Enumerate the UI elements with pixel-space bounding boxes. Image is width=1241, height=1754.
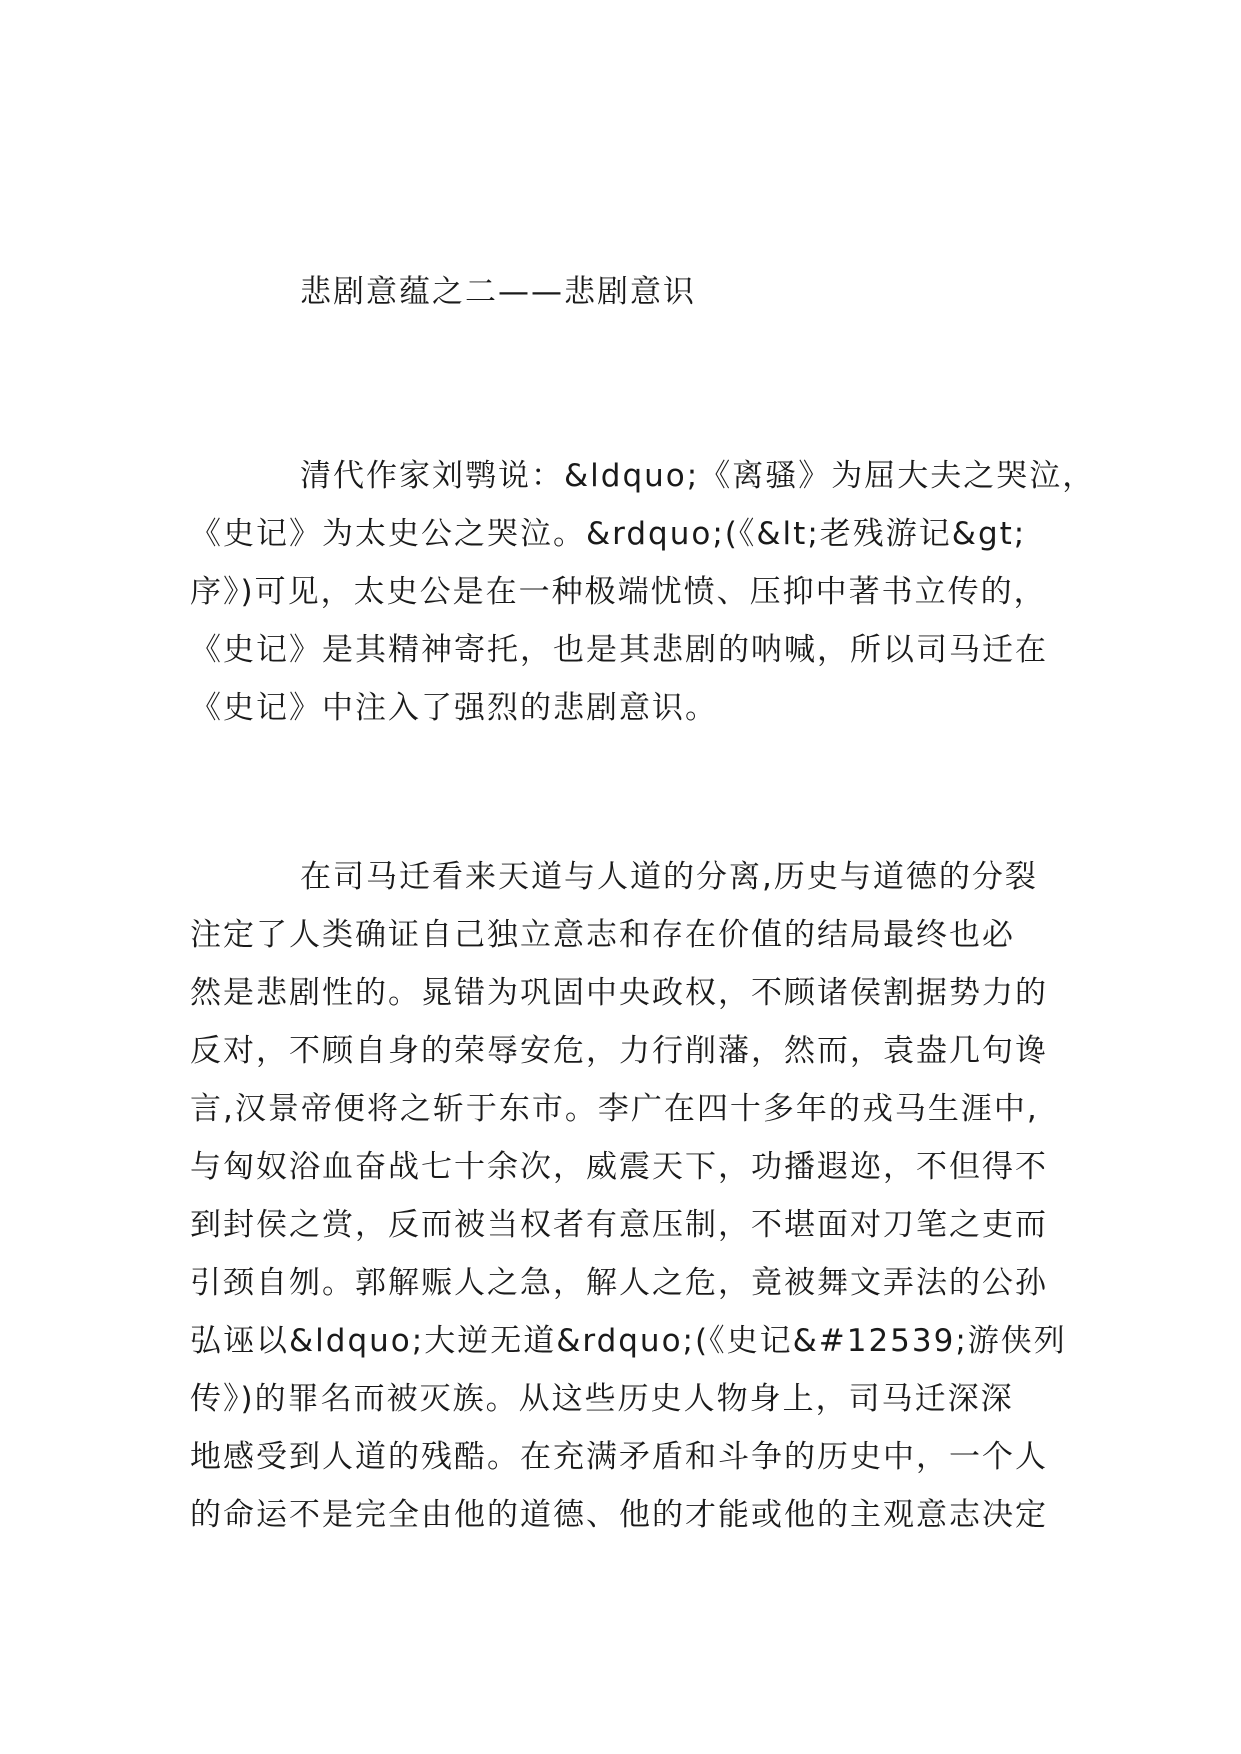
paragraph-1 xyxy=(190,447,1096,737)
paragraph-line: 传》)的罪名而被灭族。从这些历史人物身上，司马迁深深 xyxy=(190,1381,1014,1417)
paragraph-line: 在司马迁看来天道与人道的分离,历史与道德的分裂 xyxy=(300,859,1038,895)
paragraph-line: 《史记》中注入了强烈的悲剧意识。 xyxy=(190,690,718,726)
paragraph-line: 序》)可见，太史公是在一种极端忧愤、压抑中著书立传的， xyxy=(190,574,1047,610)
paragraph-line: 清代作家刘鹗说：&ldquo;《离骚》为屈大夫之哭泣， xyxy=(300,458,1096,494)
paragraph-line: 的命运不是完全由他的道德、他的才能或他的主观意志决定 xyxy=(190,1497,1048,1533)
document-title: 悲剧意蕴之二——悲剧意识 xyxy=(300,274,696,310)
paragraph-line: 弘诬以&ldquo;大逆无道&rdquo;(《史记&#12539;游侠列 xyxy=(190,1323,1067,1359)
paragraph-line: 到封侯之赏，反而被当权者有意压制，不堪面对刀笔之吏而 xyxy=(190,1207,1048,1243)
paragraph-line: 地感受到人道的残酷。在充满矛盾和斗争的历史中，一个人 xyxy=(190,1439,1048,1475)
paragraph-line: 引颈自刎。郭解赈人之急，解人之危，竟被舞文弄法的公孙 xyxy=(190,1265,1048,1301)
paragraph-line: 与匈奴浴血奋战七十余次，威震天下，功播遐迩，不但得不 xyxy=(190,1149,1048,1185)
paragraph-line: 然是悲剧性的。晁错为巩固中央政权，不顾诸侯割据势力的 xyxy=(190,975,1048,1011)
paragraph-line: 《史记》是其精神寄托，也是其悲剧的呐喊，所以司马迁在 xyxy=(190,632,1048,668)
paragraph-line: 言,汉景帝便将之斩于东市。李广在四十多年的戎马生涯中, xyxy=(190,1091,1039,1127)
paragraph-line: 注定了人类确证自己独立意志和存在价值的结局最终也必 xyxy=(190,917,1015,953)
paragraph-line: 反对，不顾自身的荣辱安危，力行削藩，然而，袁盎几句谗 xyxy=(190,1033,1048,1069)
paragraph-line: 《史记》为太史公之哭泣。&rdquo;(《&lt;老残游记&gt; xyxy=(190,516,1027,552)
paragraph-2 xyxy=(190,848,1090,1544)
